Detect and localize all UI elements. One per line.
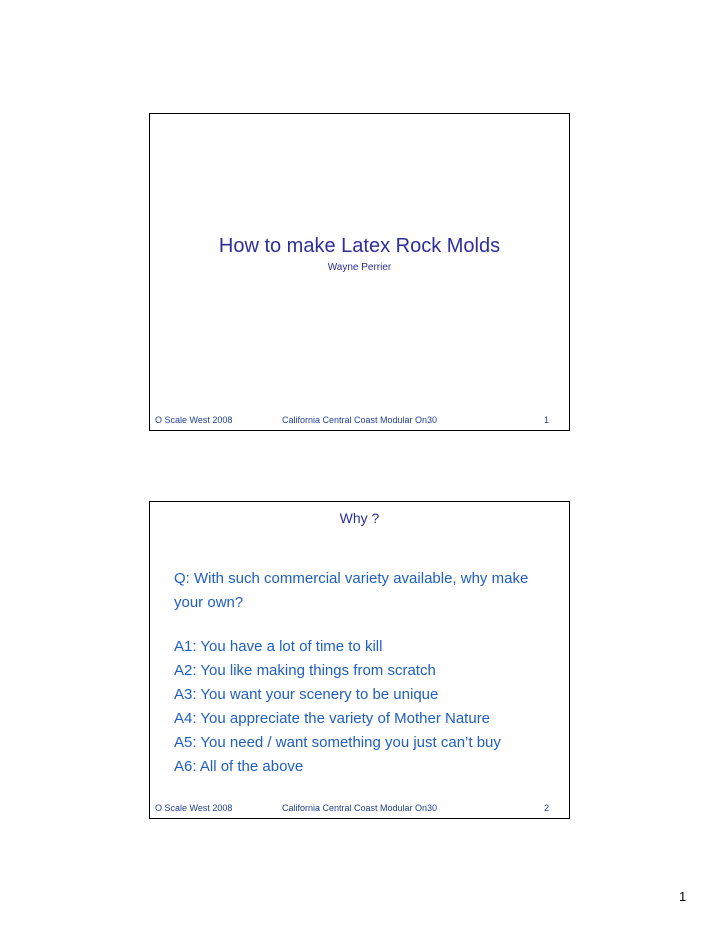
answer-item: A6: All of the above bbox=[174, 758, 304, 775]
slide-2-footer bbox=[150, 803, 569, 815]
slide-2-footer-left: O Scale West 2008 bbox=[155, 803, 233, 813]
page-number: 1 bbox=[679, 889, 687, 904]
question-text: Q: With such commercial variety available, why make your own? bbox=[174, 570, 529, 611]
slide-2-footer-center: California Central Coast Modular On30 bbox=[281, 803, 438, 813]
slide-2-title: Why ? bbox=[339, 510, 380, 526]
slide-1-footer-number: 1 bbox=[543, 415, 549, 425]
slide-2-footer-number: 2 bbox=[543, 803, 549, 813]
slide-1-footer-left: O Scale West 2008 bbox=[155, 415, 233, 425]
slide-2 bbox=[149, 501, 570, 819]
slide-2-body bbox=[174, 567, 559, 779]
answer-item: A4: You appreciate the variety of Mother Nature bbox=[174, 710, 491, 727]
slide-1-subtitle: Wayne Perrier bbox=[327, 262, 392, 273]
answer-list bbox=[174, 635, 559, 779]
answer-item: A2: You like making things from scratch bbox=[174, 662, 436, 679]
slide-1-title: How to make Latex Rock Molds bbox=[218, 235, 501, 257]
slide-1-footer bbox=[150, 415, 569, 427]
slide-1 bbox=[149, 113, 570, 431]
answer-item: A5: You need / want something you just can’t buy bbox=[174, 734, 501, 751]
slide-1-footer-center: California Central Coast Modular On30 bbox=[281, 415, 438, 425]
answer-item: A3: You want your scenery to be unique bbox=[174, 686, 439, 703]
answer-item: A1: You have a lot of time to kill bbox=[174, 638, 383, 655]
